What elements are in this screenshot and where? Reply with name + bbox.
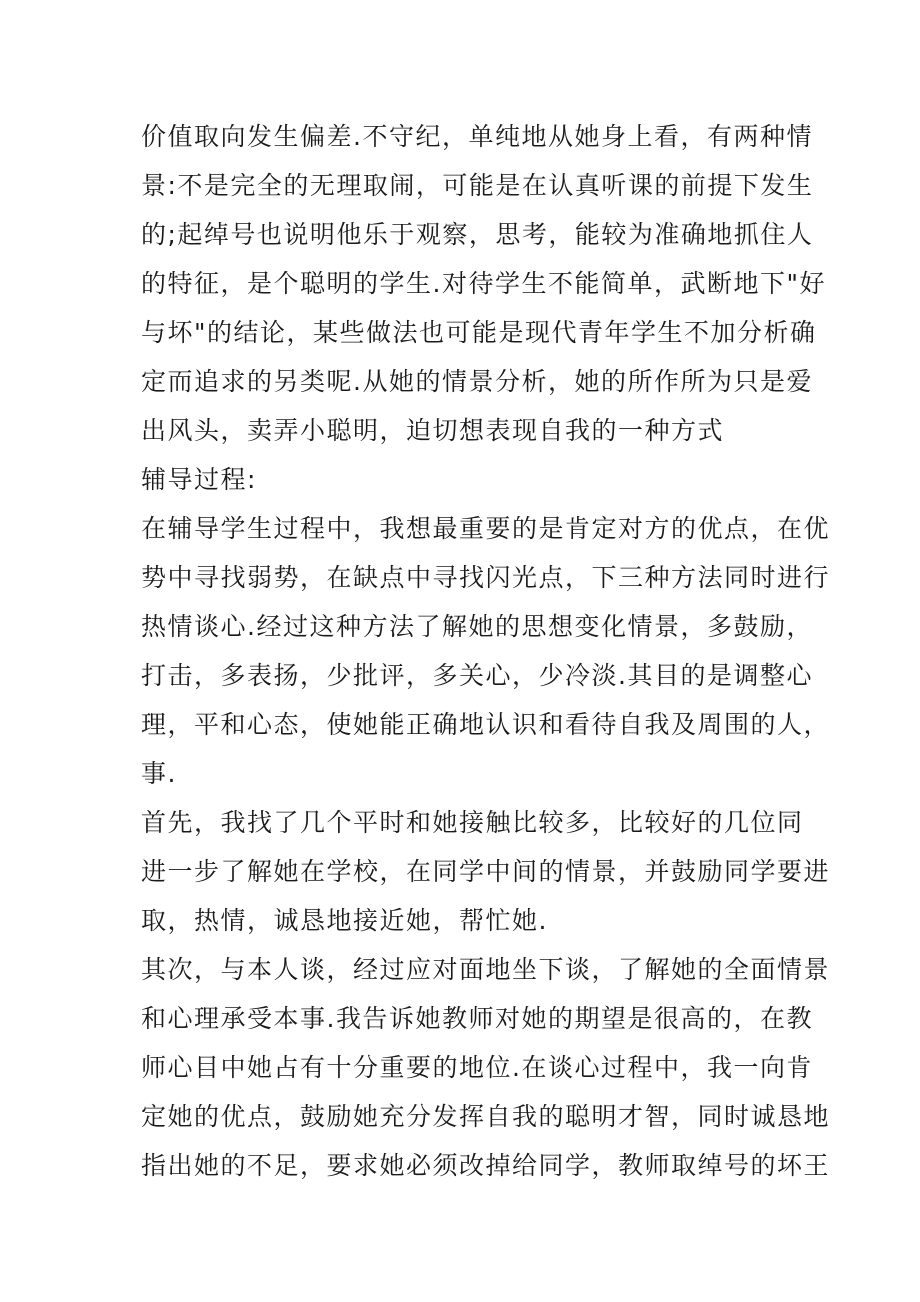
text-line-18: 其次，与本人谈，经过应对面地坐下谈，了解她的全面情景 <box>141 955 831 984</box>
text-body <box>141 112 831 1190</box>
text-line-2: 景:不是完全的无理取闹，可能是在认真听课的前提下发生 <box>141 171 814 200</box>
text-line-6: 定而追求的另类呢.从她的情景分析，她的所作所为只是爱 <box>141 367 813 396</box>
text-line-21: 定她的优点，鼓励她充分发挥自我的聪明才智，同时诚恳地 <box>141 1102 831 1131</box>
text-line-4: 的特征，是个聪明的学生.对待学生不能简单，武断地下"好 <box>141 269 826 298</box>
text-line-11: 热情谈心.经过这种方法了解她的思想变化情景，多鼓励， <box>141 612 813 641</box>
text-line-13: 理，平和心态，使她能正确地认识和看待自我及周围的人， <box>141 710 831 739</box>
text-line-7: 出风头，卖弄小聪明，迫切想表现自我的一种方式 <box>141 416 725 445</box>
text-line-12: 打击，多表扬，少批评，多关心，少冷淡.其目的是调整心 <box>141 661 813 690</box>
text-line-15: 首先，我找了几个平时和她接触比较多，比较好的几位同 <box>141 808 804 837</box>
text-line-17: 取，热情，诚恳地接近她，帮忙她. <box>141 906 548 935</box>
text-line-3: 的;起绰号也说明他乐于观察，思考，能较为准确地抓住人 <box>141 220 814 249</box>
text-line-16: 进一步了解她在学校，在同学中间的情景，并鼓励同学要进 <box>141 857 831 886</box>
text-line-19: 和心理承受本事.我告诉她教师对她的期望是很高的，在教 <box>141 1004 813 1033</box>
text-line-9: 在辅导学生过程中，我想最重要的是肯定对方的优点，在优 <box>141 514 831 543</box>
text-line-1: 价值取向发生偏差.不守纪，单纯地从她身上看，有两种情 <box>141 122 813 151</box>
text-line-14: 事. <box>141 759 177 788</box>
text-line-10: 势中寻找弱势，在缺点中寻找闪光点，下三种方法同时进行 <box>141 563 831 592</box>
text-line-20: 师心目中她占有十分重要的地位.在谈心过程中，我一向肯 <box>141 1053 813 1082</box>
text-line-22: 指出她的不足，要求她必须改掉给同学，教师取绰号的坏王 <box>141 1151 831 1180</box>
section-heading: 辅导过程: <box>141 465 257 494</box>
text-line-5: 与坏"的结论，某些做法也可能是现代青年学生不加分析确 <box>141 318 817 347</box>
